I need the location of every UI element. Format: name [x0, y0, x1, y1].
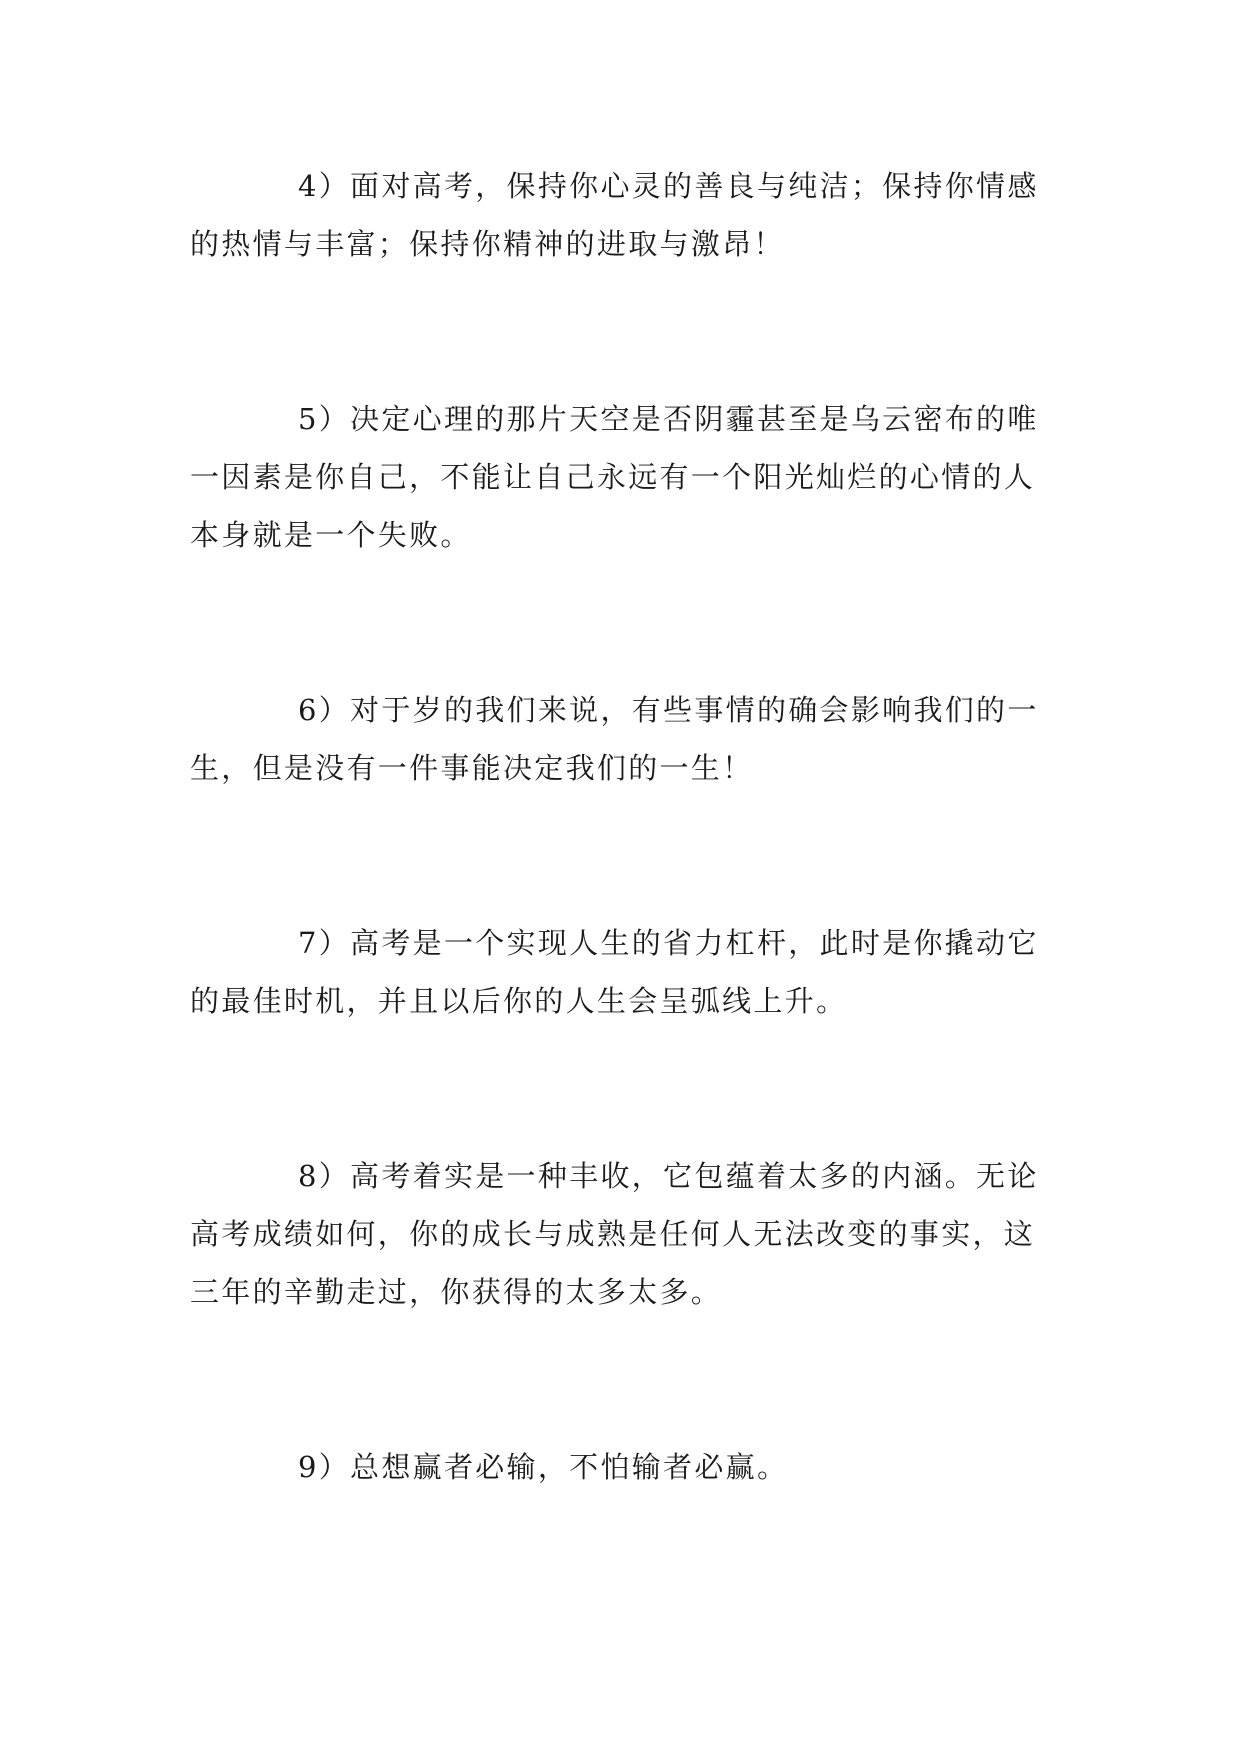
paragraph-6: 6）对于岁的我们来说，有些事情的确会影响我们的一生，但是没有一件事能决定我们的一生！ — [190, 693, 1039, 785]
paragraph-9: 9）总想赢者必输，不怕输者必赢。 — [298, 1450, 789, 1484]
paragraph-7: 7）高考是一个实现人生的省力杠杆，此时是你撬动它的最佳时机，并且以后你的人生会呈弧线上升。 — [190, 926, 1039, 1018]
paragraph-4: 4）面对高考，保持你心灵的善良与纯洁；保持你情感的热情与丰富；保持你精神的进取与激昂！ — [190, 169, 1039, 261]
paragraph-5: 5）决定心理的那片天空是否阴霾甚至是乌云密布的唯一因素是你自己，不能让自己永远有一个阳光灿烂的心情的人本身就是一个失败。 — [190, 402, 1039, 552]
paragraph-8: 8）高考着实是一种丰收，它包蕴着太多的内涵。无论高考成绩如何，你的成长与成熟是任何人无法改变的事实，这三年的辛勤走过，你获得的太多太多。 — [190, 1159, 1039, 1309]
